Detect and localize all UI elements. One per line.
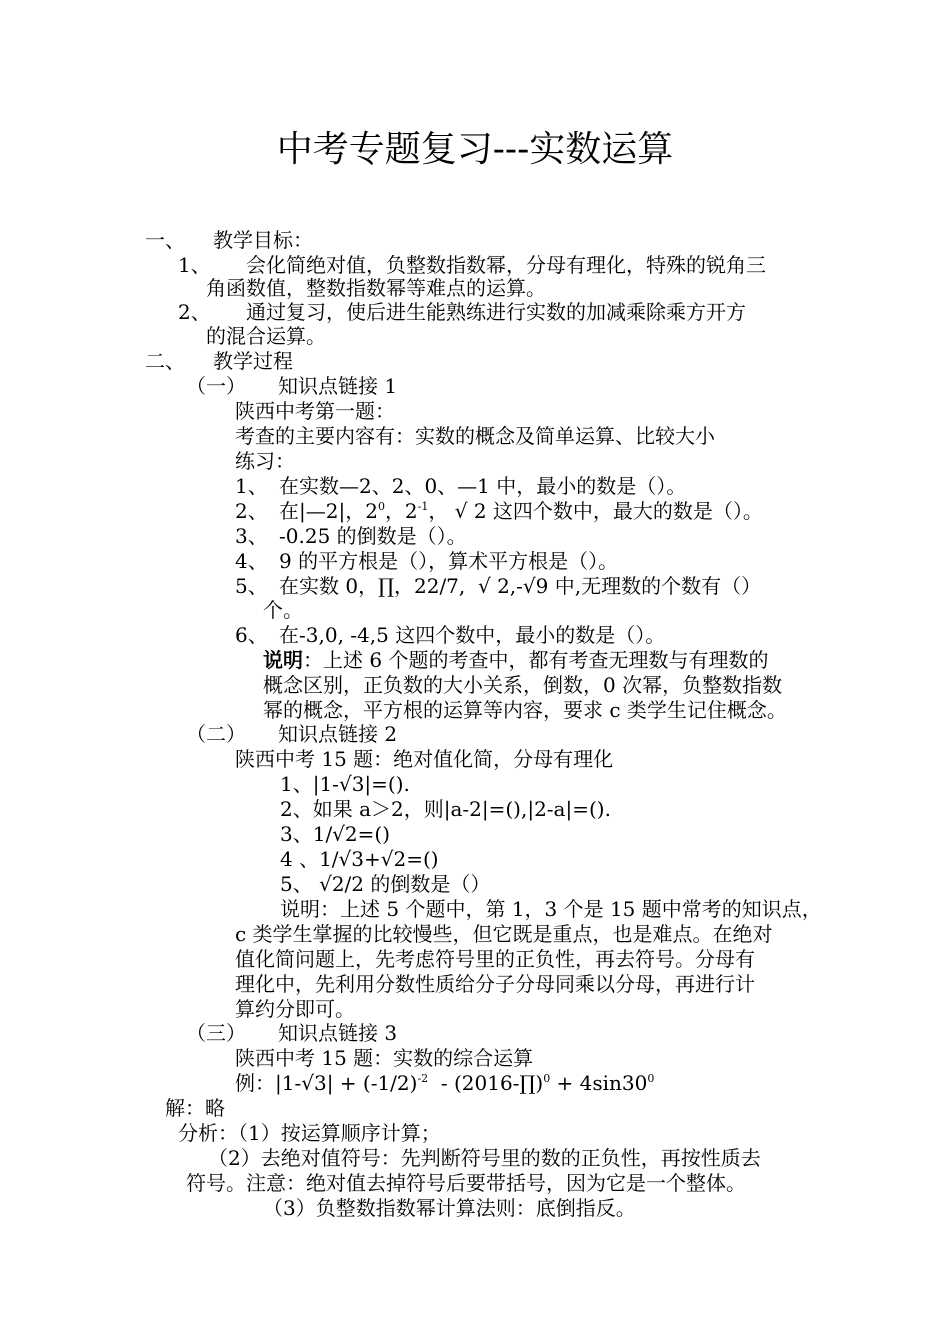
goal-2-cont: 的混合运算。 [206,324,326,348]
document-title: 中考专题复习---实数运算 [276,129,674,170]
analysis-3: （3）负整数指数幂计算法则：底倒指反。 [263,1196,636,1220]
part-2-item-3: 3、1/√2=() [280,822,391,846]
goal-2: 2、 通过复习，使后进生能熟练进行实数的加减乘除乘方开方 [178,300,746,324]
part-2-item-2: 2、如果 a＞2，则|a-2|=(),|2-a|=(). [280,797,611,821]
goal-1: 1、 会化简绝对值，负整数指数幂，分母有理化，特殊的锐角三 [178,253,766,277]
exercise-2: 2、 在|—2|，$2^0$，$2^{-1}$， √ 2 这四个数中，最大的数是（）。 [235,499,763,523]
part-2-line-1: 陕西中考 15 题：绝对值化简，分母有理化 [235,747,614,771]
part-2-heading: （二） 知识点链接 2 [186,722,398,746]
exercise-3: 3、 -0.25 的倒数是（）。 [235,524,467,548]
analysis-1: 分析：（1）按运算顺序计算； [178,1121,441,1145]
part-3-heading: （三） 知识点链接 3 [186,1021,398,1045]
part-2-note-line-1: 说明：上述 5 个题中，第 1，3 个是 15 题中常考的知识点， [280,897,822,921]
part-2-item-4: 4 、1/√3+√2=() [280,847,439,871]
exercise-5-cont: 个。 [263,598,303,622]
exercise-4: 4、 9 的平方根是（），算术平方根是（）。 [235,549,619,573]
part-1-heading: （一） 知识点链接 1 [186,374,398,398]
example-expression: 例：$|1-√3| + (-1/2)^{-2}$ - (2016-∏)$^0$ + $4\sin 30^0$ [235,1071,655,1095]
exercise-6: 6、 在-3,0, -4,5 这四个数中，最小的数是（）。 [235,623,666,647]
analysis-2-cont: 符号。注意：绝对值去掉符号后要带括号，因为它是一个整体。 [186,1171,746,1195]
analysis-2: （2）去绝对值符号：先判断符号里的数的正负性，再按性质去 [208,1146,761,1170]
part-1-note-line-2: 概念区别，正负数的大小关系，倒数，0 次幂，负整数指数 [263,673,783,697]
part-1-line-1: 陕西中考第一题： [235,399,395,423]
part-1-line-2: 考查的主要内容有：实数的概念及简单运算、比较大小 [235,424,715,448]
part-2-note-line-4: 理化中，先利用分数性质给分子分母同乘以分母，再进行计 [235,972,755,996]
part-3-line-1: 陕西中考 15 题：实数的综合运算 [235,1046,534,1070]
exercise-1: 1、 在实数—2、2、0、—1 中，最小的数是（）。 [235,474,687,498]
solution-line: 解：略 [165,1096,225,1120]
goal-1-cont: 角函数值，整数指数幂等难点的运算。 [206,276,546,300]
exercise-5: 5、 在实数 0，∏，22/7, √ 2,-√9 中,无理数的个数有（） [235,574,762,598]
section-2-heading: 二、 教学过程 [145,349,293,373]
part-2-note-line-3: 值化简问题上，先考虑符号里的正负性，再去符号。分母有 [235,947,755,971]
part-1-line-3: 练习： [235,449,295,473]
section-1-heading: 一、 教学目标： [145,228,313,252]
part-2-note-line-5: 算约分即可。 [235,997,355,1021]
part-1-note: 说明：上述 6 个题的考查中，都有考查无理数与有理数的 [263,648,769,672]
part-1-note-line-3: 幂的概念，平方根的运算等内容，要求 c 类学生记住概念。 [263,698,787,722]
part-2-note-line-2: c 类学生掌握的比较慢些，但它既是重点，也是难点。在绝对 [235,922,773,946]
part-2-item-5: 5、 √2/2 的倒数是（） [280,872,491,896]
part-2-item-1: 1、|1-√3|=(). [280,772,410,796]
